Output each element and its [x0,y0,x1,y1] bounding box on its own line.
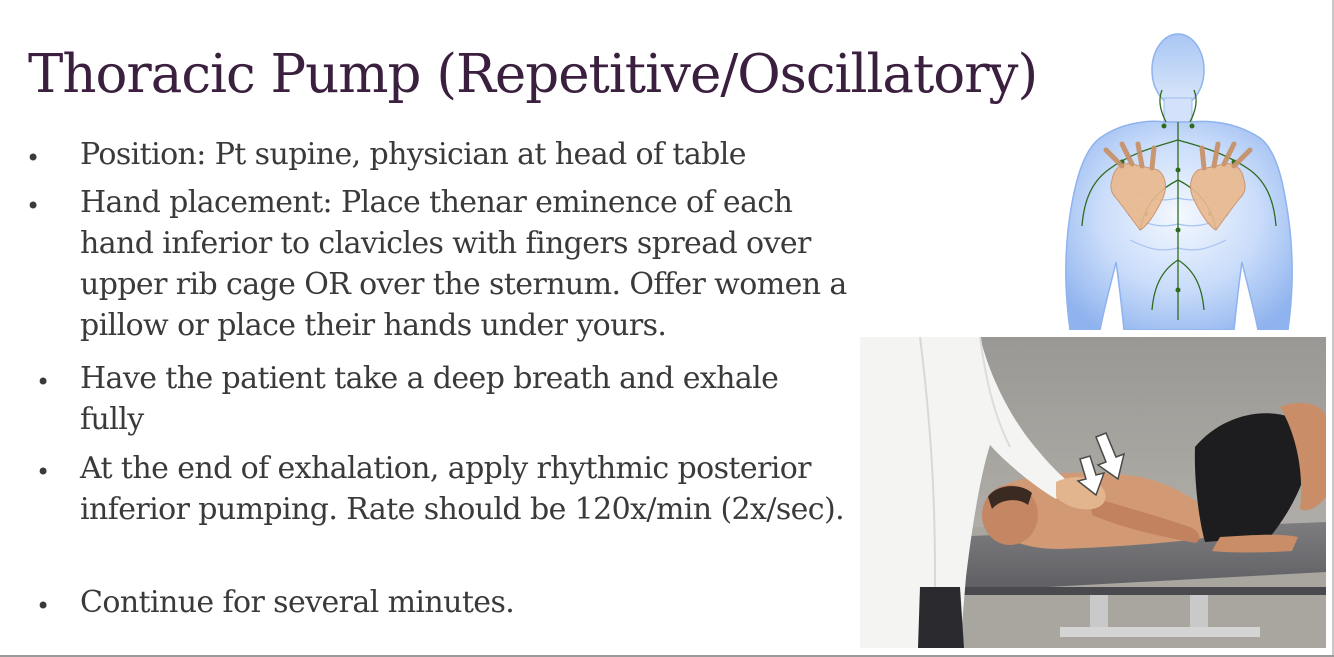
slide-title: Thoracic Pump (Repetitive/Oscillatory) [28,44,1038,105]
bullet-marker: • [26,144,41,172]
figure-head [1152,34,1204,106]
figure-neck [1164,98,1192,124]
figure-torso [1066,121,1292,330]
bullet-text: Hand placement: Place thenar eminence of each hand inferior to clavicles with fingers spread over upper rib cage OR over the sternum. Offer women a pillow or place their hands under yours. [80,185,847,343]
bullet-text: Position: Pt supine, physician at head of table [80,137,746,172]
bullet-text: Continue for several minutes. [80,585,515,620]
torso-lymphatic-illustration [1062,30,1298,330]
bullet-marker: • [26,192,41,220]
thoracic-pump-technique-photo [860,337,1326,648]
bullet-text: At the end of exhalation, apply rhythmic posterior inferior pumping. Rate should be 120x/min (2x/sec). [80,451,845,527]
bullet-marker: • [36,592,51,620]
bullet-marker: • [36,458,51,486]
bullet-marker: • [36,368,51,396]
bullet-text: Have the patient take a deep breath and exhale fully [80,361,779,437]
